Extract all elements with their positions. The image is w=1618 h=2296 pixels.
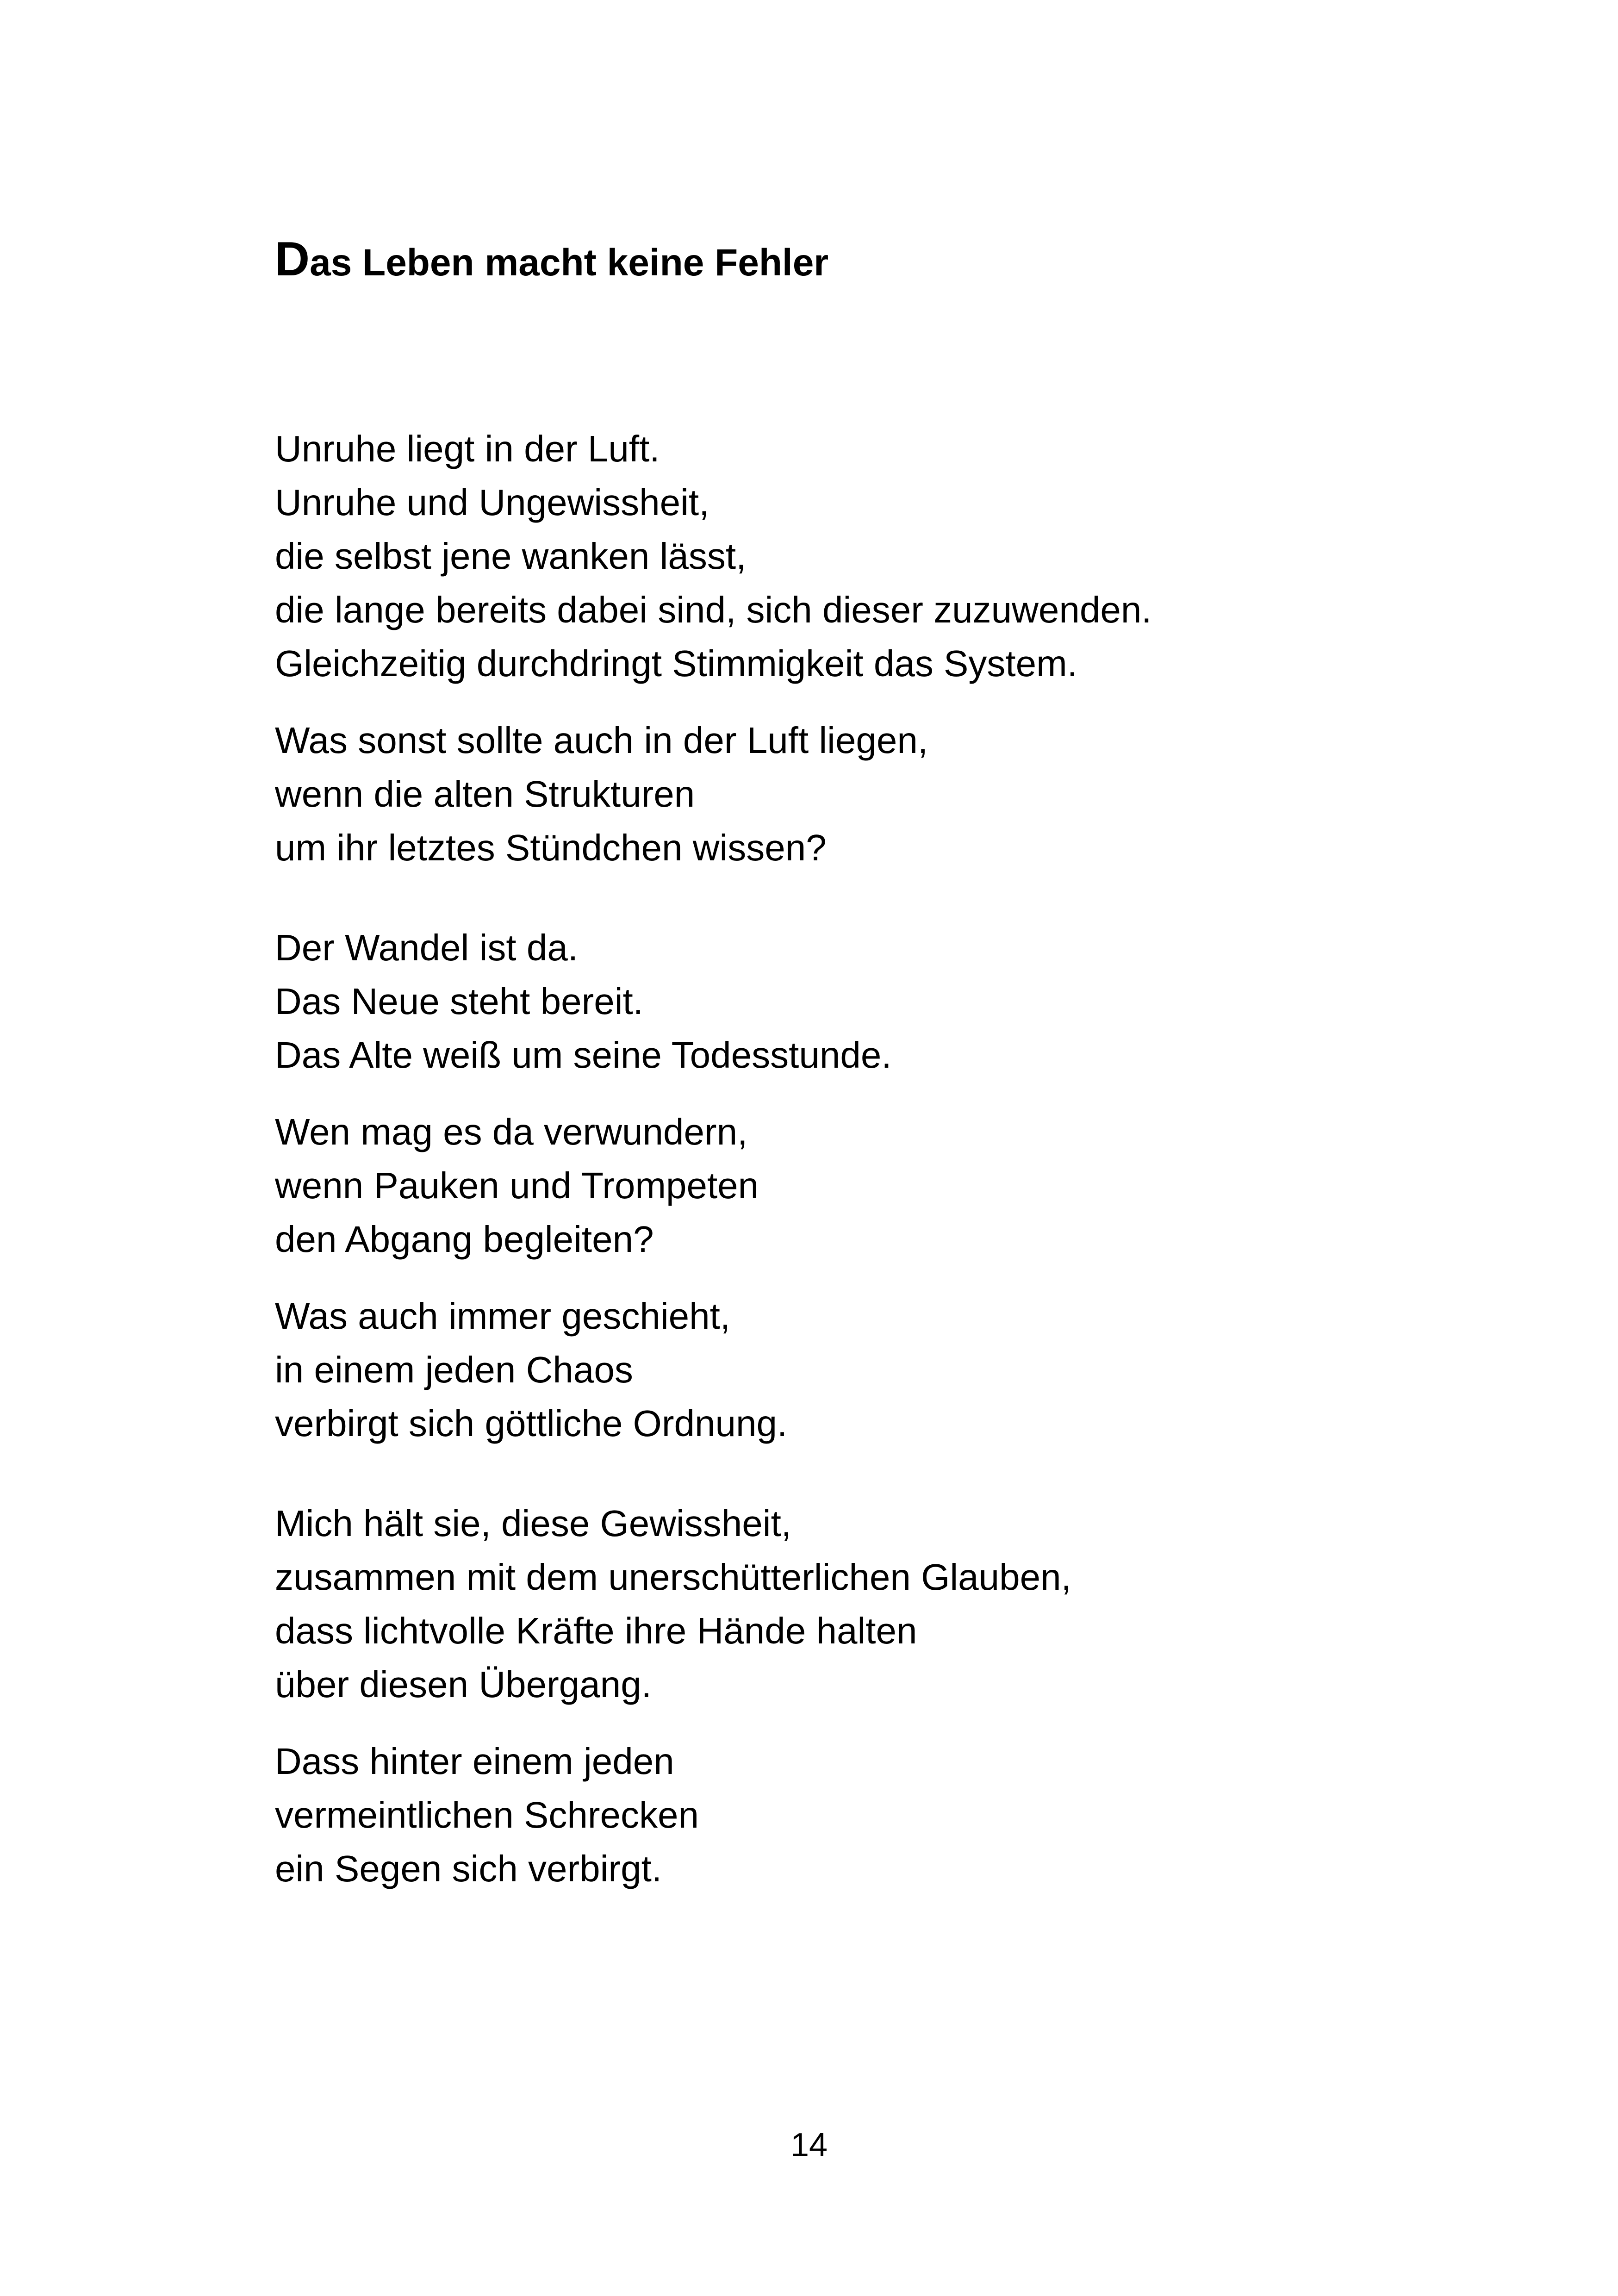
poem-line: vermeintlichen Schrecken xyxy=(275,1794,699,1836)
stanza-1 xyxy=(275,422,1432,691)
poem-line: ein Segen sich verbirgt. xyxy=(275,1848,662,1889)
poem-title-rest: as Leben macht keine Fehler xyxy=(310,242,829,284)
poem-title xyxy=(275,232,829,286)
poem-title-initial: D xyxy=(275,232,310,286)
poem-line: Dass hinter einem jeden xyxy=(275,1741,674,1782)
poem-line: über diesen Übergang. xyxy=(275,1664,652,1705)
poem-line: die selbst jene wanken lässt, xyxy=(275,535,747,577)
stanza-5 xyxy=(275,1289,1432,1450)
poem-line: wenn die alten Strukturen xyxy=(275,773,695,815)
poem-line: in einem jeden Chaos xyxy=(275,1349,633,1390)
poem-line: Gleichzeitig durchdringt Stimmigkeit das System. xyxy=(275,643,1077,684)
poem-line: den Abgang begleiten? xyxy=(275,1219,654,1260)
stanza-7 xyxy=(275,1735,1432,1896)
poem-line: Das Alte weiß um seine Todesstunde. xyxy=(275,1034,892,1076)
stanza-4 xyxy=(275,1105,1432,1266)
stanza-3 xyxy=(275,921,1432,1082)
stanza-2 xyxy=(275,714,1432,875)
poem-line: Das Neue steht bereit. xyxy=(275,981,643,1022)
poem-line: wenn Pauken und Trompeten xyxy=(275,1165,759,1206)
poem-line: die lange bereits dabei sind, sich dieser zuzuwenden. xyxy=(275,589,1152,630)
poem-line: Wen mag es da verwundern, xyxy=(275,1111,748,1152)
poem-line: Unruhe und Ungewissheit, xyxy=(275,482,709,523)
poem-line: verbirgt sich göttliche Ordnung. xyxy=(275,1403,788,1444)
poem-line: Unruhe liegt in der Luft. xyxy=(275,428,660,469)
poem-line: Was sonst sollte auch in der Luft liegen, xyxy=(275,720,928,761)
poem-line: Der Wandel ist da. xyxy=(275,927,579,968)
poem-line: zusammen mit dem unerschütterlichen Glauben, xyxy=(275,1556,1071,1598)
poem-line: Was auch immer geschieht, xyxy=(275,1295,731,1337)
page-number: 14 xyxy=(790,2127,828,2164)
poem-line: um ihr letztes Stündchen wissen? xyxy=(275,827,827,868)
poem-line: Mich hält sie, diese Gewissheit, xyxy=(275,1503,792,1544)
poem-line: dass lichtvolle Kräfte ihre Hände halten xyxy=(275,1610,917,1651)
poem-body xyxy=(275,422,1432,1896)
stanza-6 xyxy=(275,1497,1432,1711)
